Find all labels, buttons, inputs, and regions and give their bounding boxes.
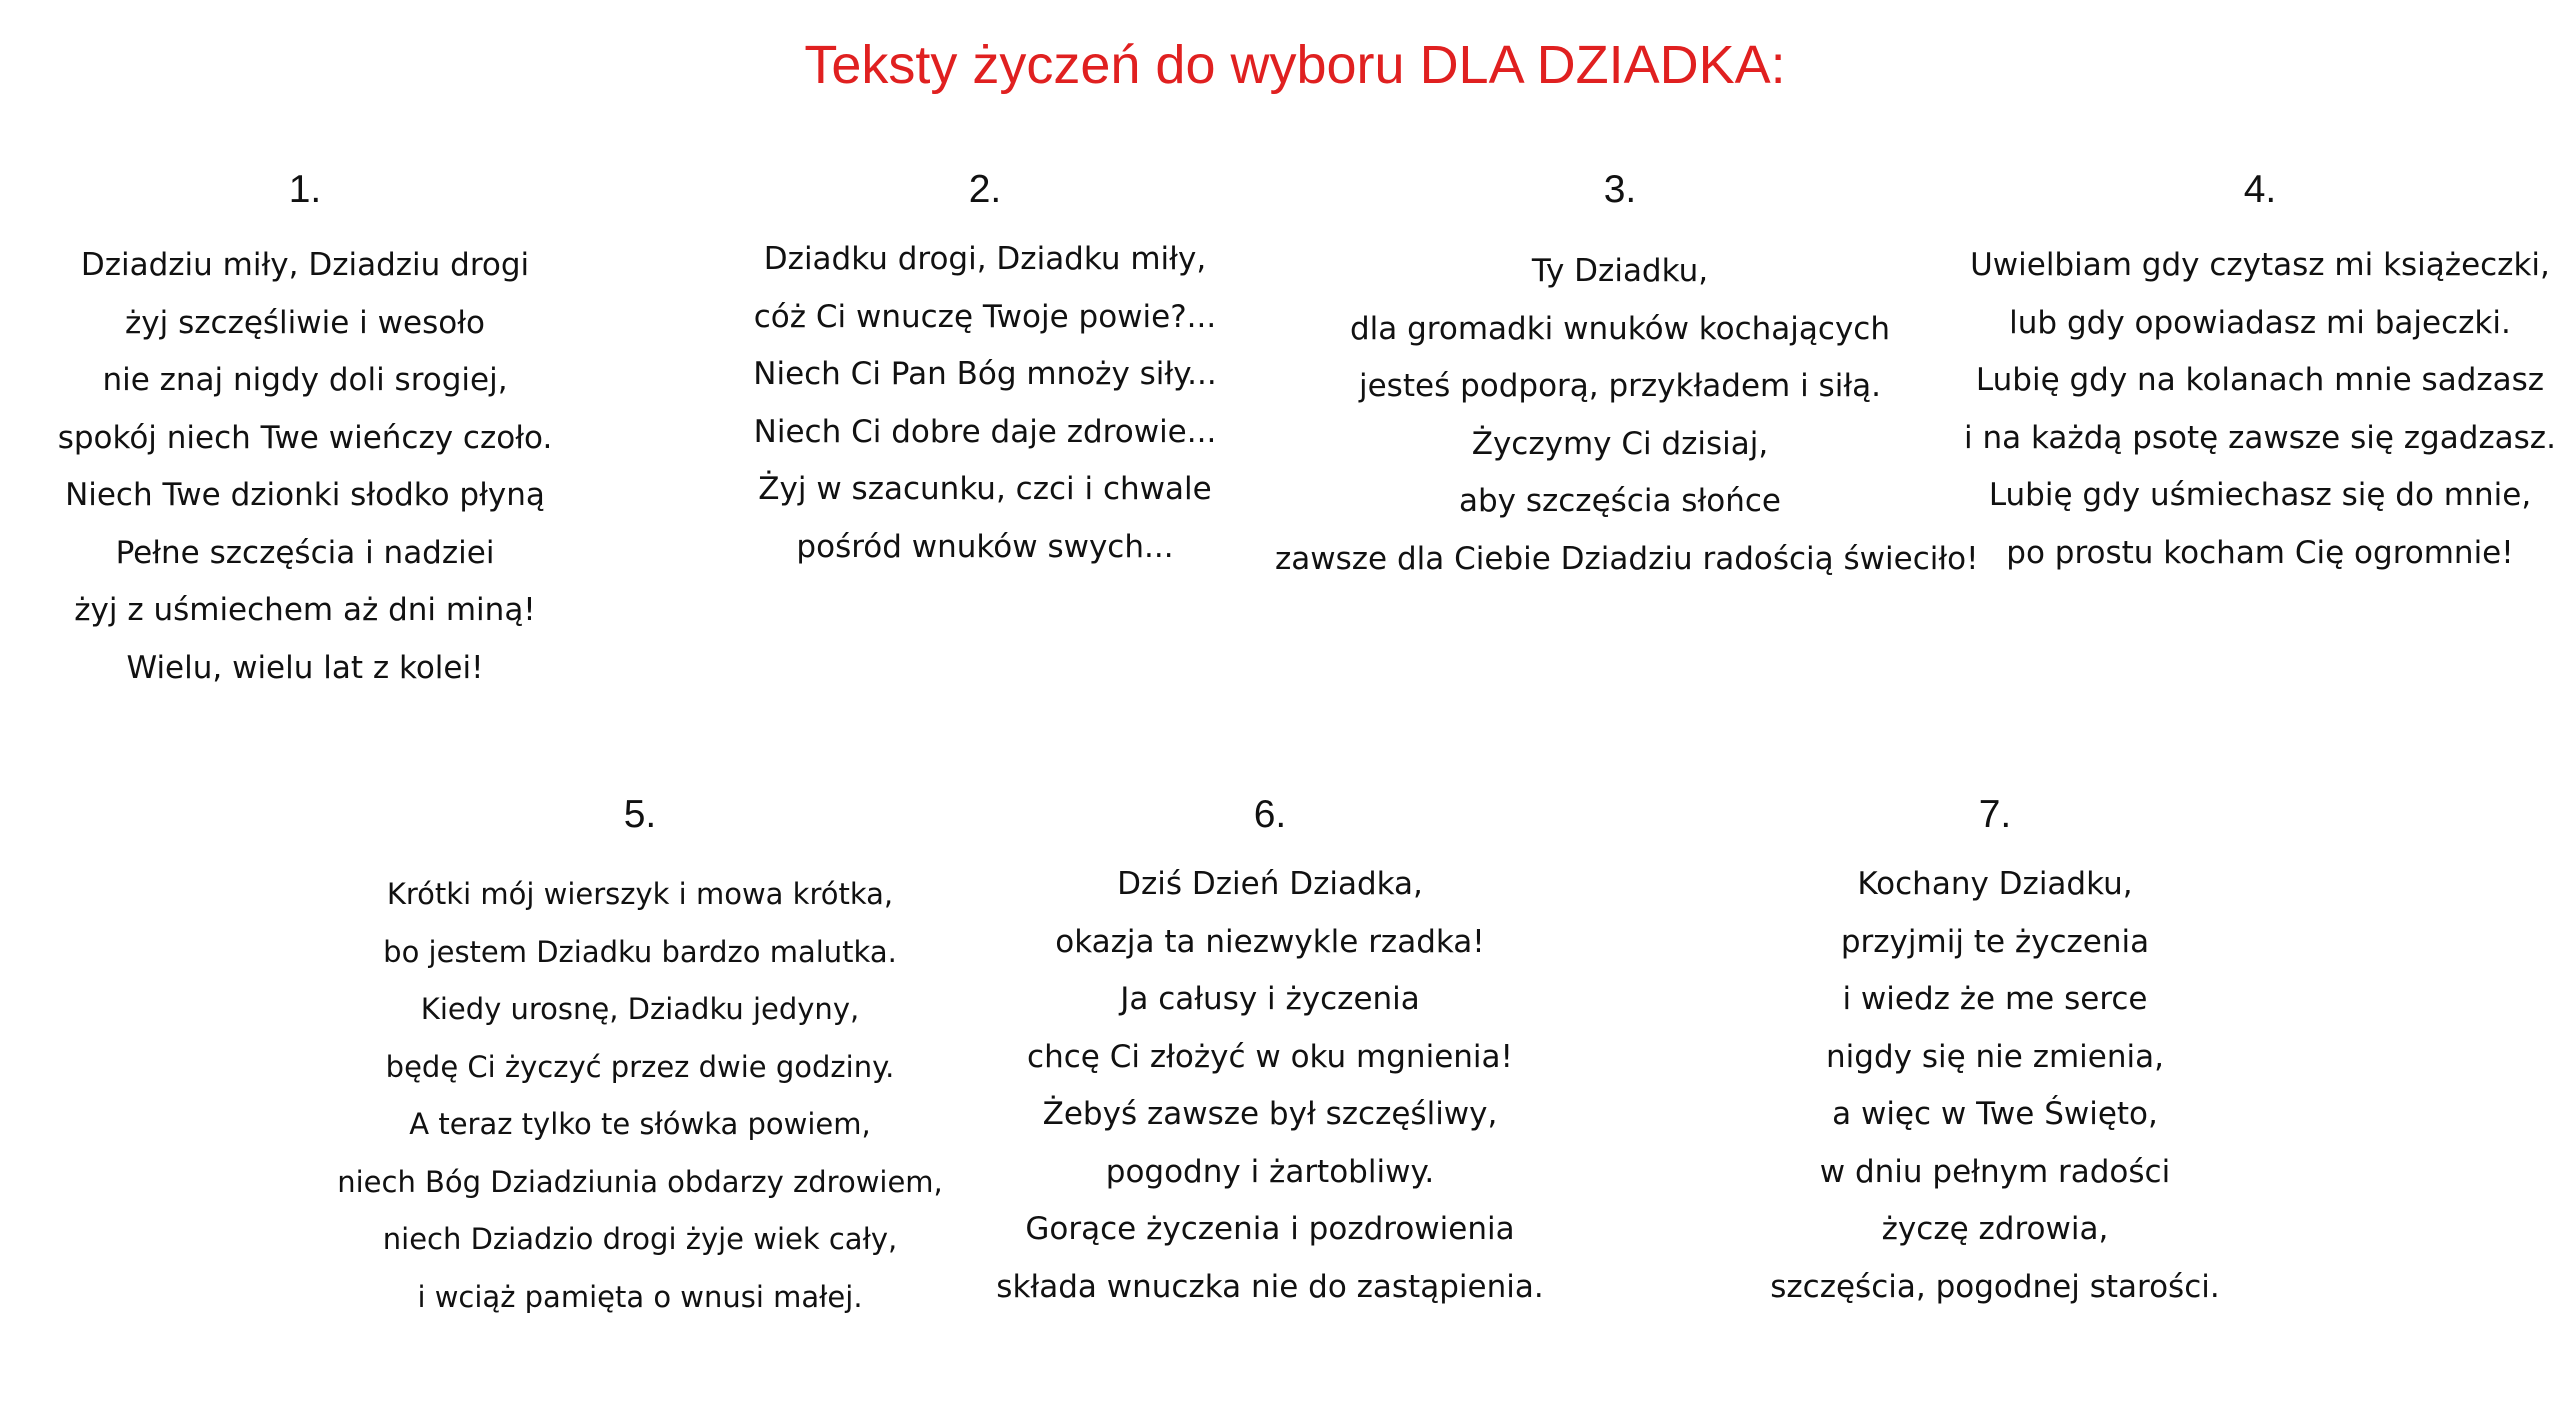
poem-line: nie znaj nigdy doli srogiej, [102,362,508,398]
poem-line: i wciąż pamięta o wnusi małej. [417,1279,863,1314]
poem-line: Wielu, wielu lat z kolei! [126,649,484,686]
poem-lines [1275,243,1979,588]
poem-line: niech Bóg Dziadziunia obdarzy zdrowiem, [337,1164,943,1199]
poem-line: Gorące życzenia i pozdrowienia [1025,1211,1515,1247]
poem-5 [335,790,945,1326]
poem-line: składa wnuczka nie do zastąpienia. [996,1268,1544,1305]
poem-line: spokój niech Twe wieńczy czoło. [57,419,553,456]
poem-line: Kochany Dziadku, [1857,866,2133,902]
poem-line: lub gdy opowiadasz mi bajeczki. [2009,304,2511,341]
poem-line: żyj z uśmiechem aż dni miną! [74,592,536,628]
poem-line: Niech Ci dobre daje zdrowie... [753,413,1217,450]
poem-number: 5. [623,793,657,836]
poem-line: chcę Ci złożyć w oku mgnienia! [1027,1038,1513,1075]
poem-number: 3. [1603,168,1637,211]
poem-line: Ja całusy i życzenia [1120,981,1420,1017]
poem-number: 2. [968,168,1002,211]
poem-lines [20,237,590,697]
poem-line: Niech Ci Pan Bóg mnoży siły... [753,356,1217,392]
poem-line: niech Dziadzio drogi żyje wiek cały, [382,1222,898,1256]
poem-line: Żyj w szacunku, czci i chwale [758,471,1212,507]
poem-line: dla gromadki wnuków kochających [1349,310,1890,347]
poem-lines [1960,237,2560,582]
poem-number: 1. [288,168,322,211]
poem-line: Ty Dziadku, [1531,253,1709,289]
poem-line: życzę zdrowia, [1881,1211,2109,1247]
poem-line: Dziś Dzień Dziadka, [1117,866,1423,902]
poem-line: Niech Twe dzionki słodko płyną [65,477,545,513]
poem-lines [690,231,1280,576]
poem-line: Dziadziu miły, Dziadziu drogi [80,247,530,283]
poem-2 [690,165,1280,576]
poem-3 [1275,165,1979,588]
poem-number: 4. [2243,168,2277,211]
poem-line: Uwielbiam gdy czytasz mi książeczki, [1970,247,2550,283]
poem-line: aby szczęścia słońce [1458,483,1782,519]
poem-lines [1695,856,2295,1316]
poem-4 [1960,165,2560,582]
poem-line: A teraz tylko te słówka powiem, [409,1107,871,1141]
poem-line: pogodny i żartobliwy. [1105,1153,1435,1190]
poem-line: nigdy się nie zmienia, [1826,1038,2164,1075]
poem-line: Życzymy Ci dzisiaj, [1471,425,1769,462]
poem-line: Kiedy urosnę, Dziadku jedyny, [420,992,860,1026]
poem-line: przyjmij te życzenia [1840,923,2150,960]
poem-line: Pełne szczęścia i nadziei [115,534,495,571]
poem-7 [1695,790,2295,1316]
poem-line: będę Ci życzyć przez dwie godziny. [385,1049,895,1084]
poem-line: szczęścia, pogodnej starości. [1770,1268,2220,1305]
poem-line: pośród wnuków swych... [796,528,1174,565]
poem-lines [985,856,1555,1316]
poem-1 [20,165,590,697]
poem-line: zawsze dla Ciebie Dziadziu radością świeciło! [1275,540,1979,577]
poem-line: okazja ta niezwykle rzadka! [1055,923,1485,960]
poem-line: żyj szczęśliwie i wesoło [125,304,485,341]
poem-number: 6. [1253,793,1287,836]
poem-line: bo jestem Dziadku bardzo malutka. [383,934,897,969]
poem-line: i wiedz że me serce [1842,981,2148,1017]
poem-line: Lubię gdy na kolanach mnie sadzasz [1975,362,2545,398]
poem-line: i na każdą psotę zawsze się zgadzasz. [1964,419,2556,456]
poem-line: Dziadku drogi, Dziadku miły, [763,241,1207,277]
poem-number: 7. [1978,793,2012,836]
poem-line: Krótki mój wierszyk i mowa krótka, [386,877,894,911]
poem-line: po prostu kocham Cię ogromnie! [2006,534,2514,571]
poem-line: jesteś podporą, przykładem i siłą. [1359,368,1881,404]
poem-6 [985,790,1555,1316]
poem-line: w dniu pełnym radości [1819,1153,2171,1190]
page-title: Teksty życzeń do wyboru DLA DZIADKA: [804,35,1786,95]
poem-lines [335,866,945,1326]
poem-line: Żebyś zawsze był szczęśliwy, [1042,1096,1498,1132]
poem-line: a więc w Twe Święto, [1832,1096,2158,1132]
poem-line: Lubię gdy uśmiechasz się do mnie, [1988,477,2532,513]
poem-line: cóż Ci wnuczę Twoje powie?... [753,298,1217,335]
